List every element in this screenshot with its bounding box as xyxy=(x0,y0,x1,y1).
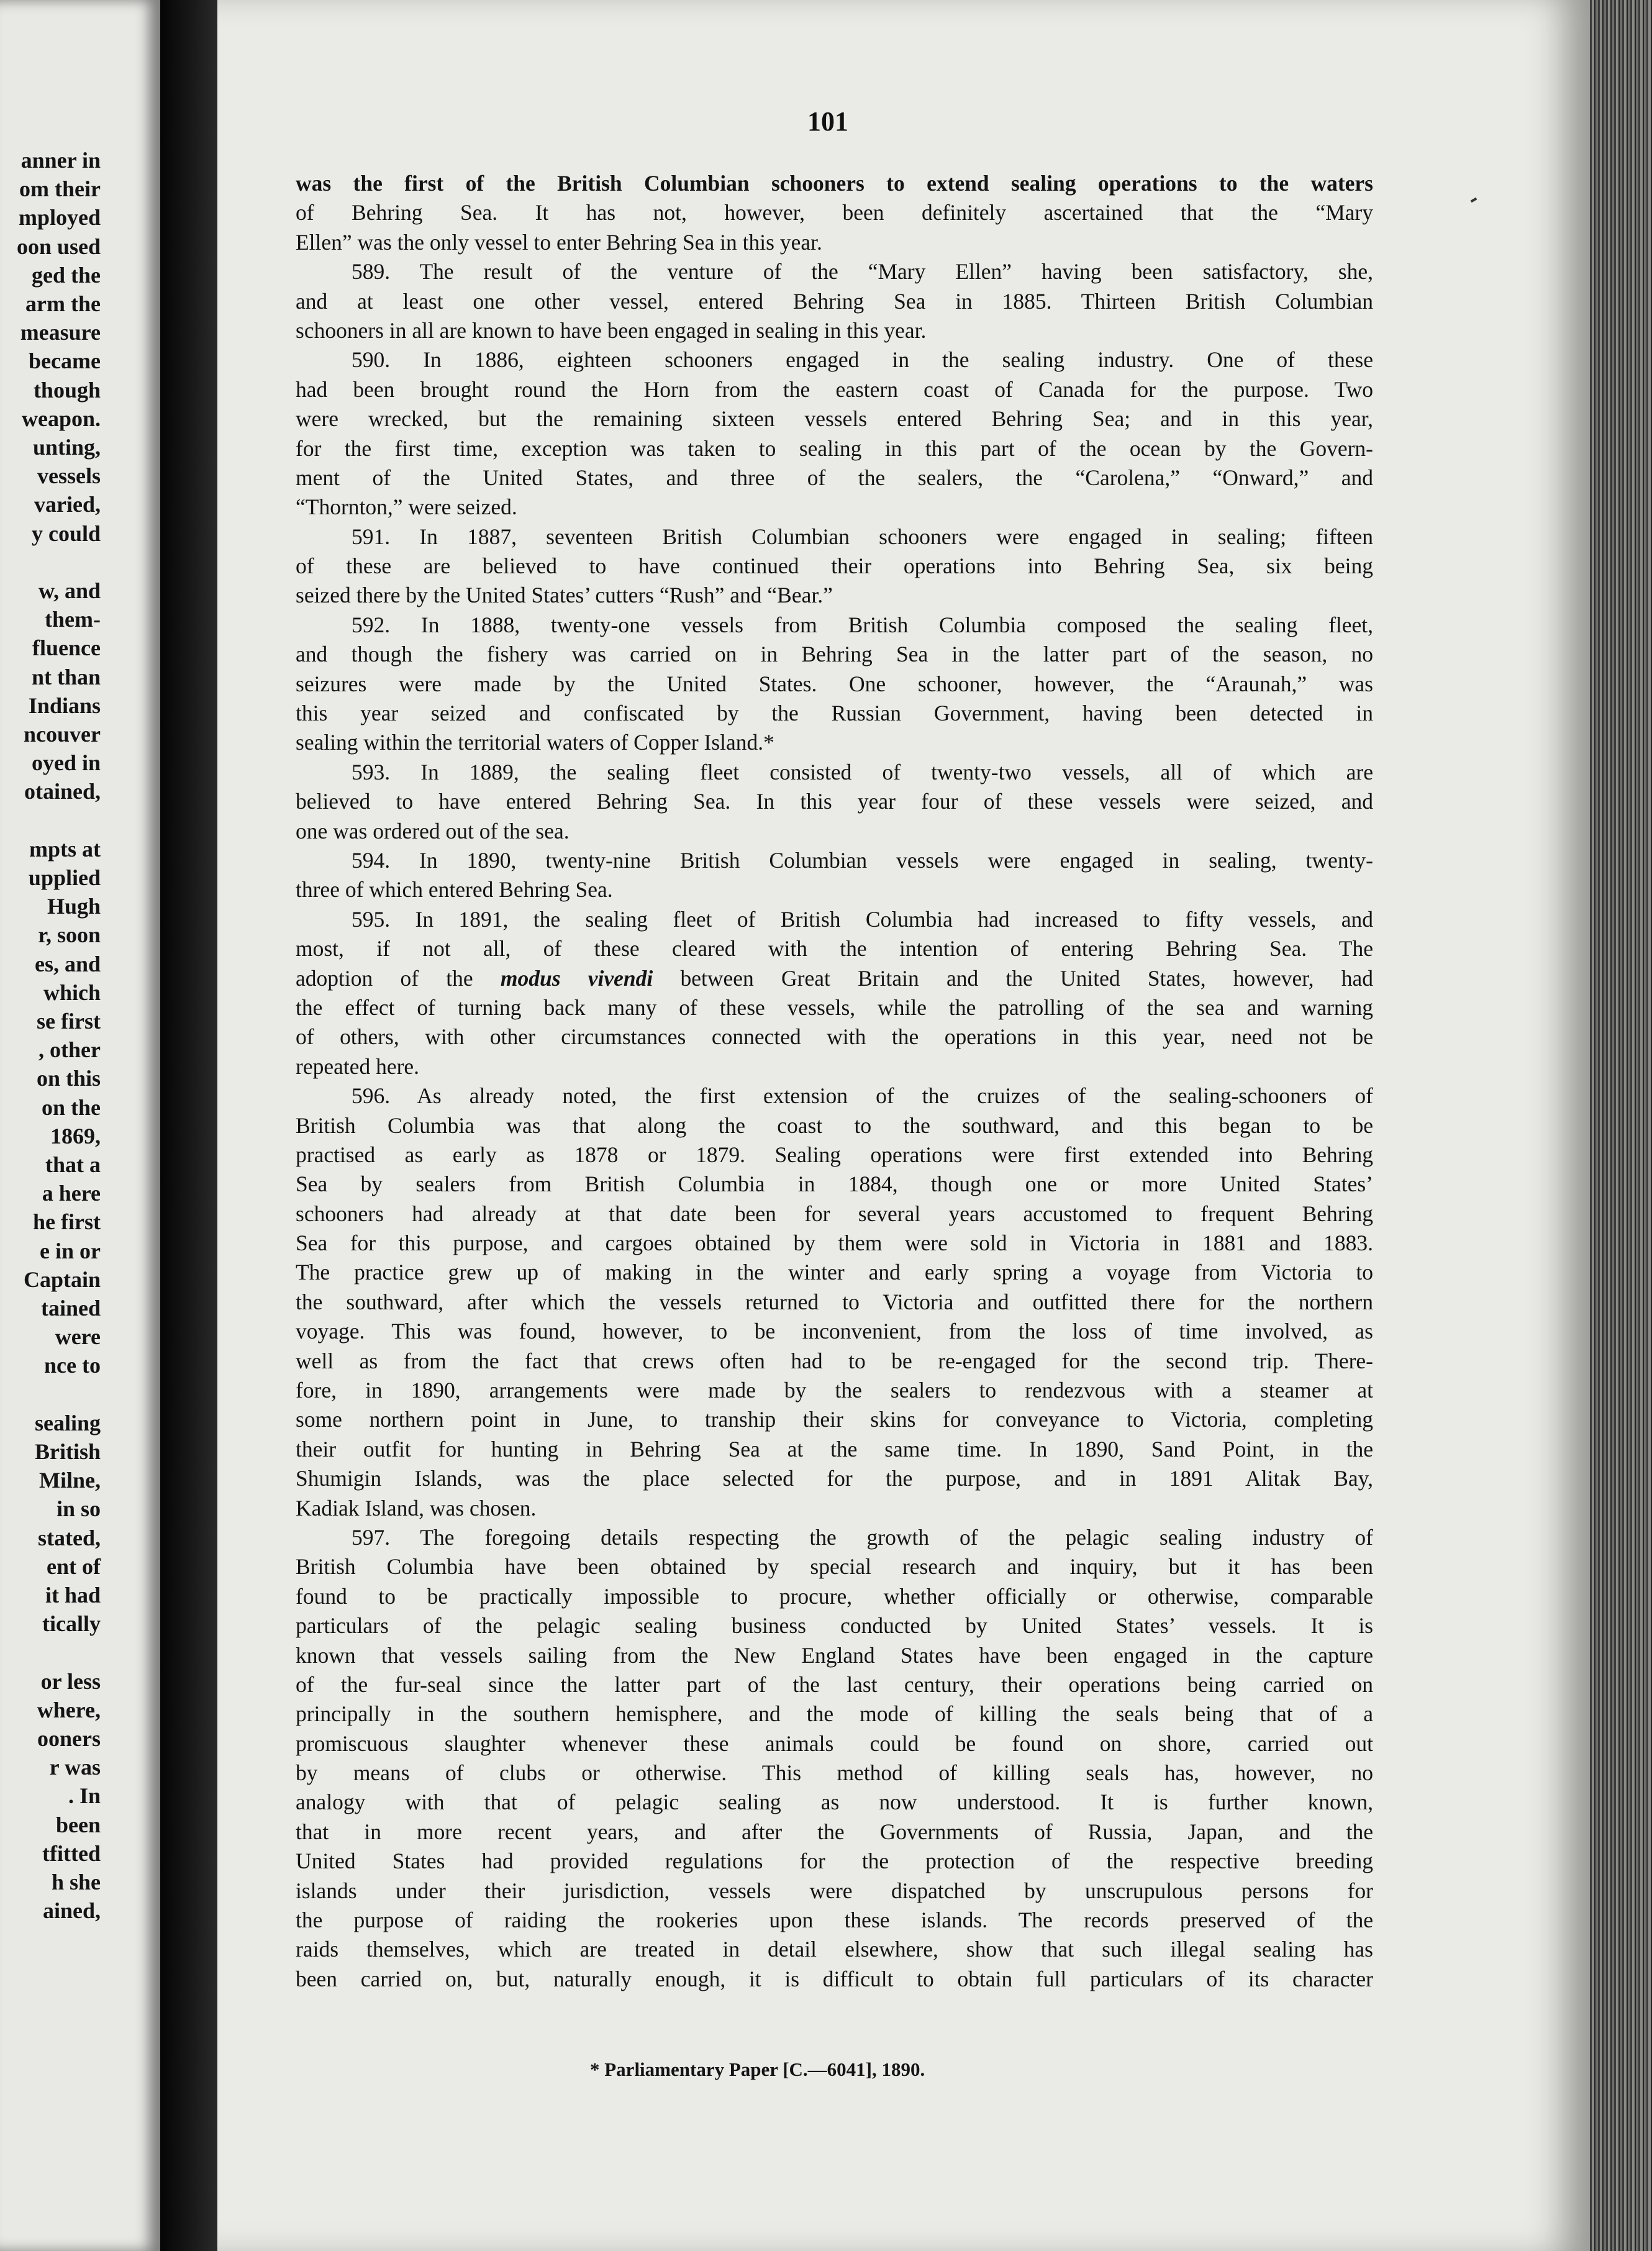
text-line: 591. In 1887, seventeen British Columbian schooners were engaged in sealing; fifteen xyxy=(352,524,1373,549)
facing-page-fragment: fluence xyxy=(32,635,101,661)
facing-page-fragment: vessels xyxy=(37,463,101,489)
facing-page-fragment: a here xyxy=(42,1181,101,1206)
facing-page-fragment: ent of xyxy=(47,1553,101,1579)
facing-page-fragment: tically xyxy=(42,1611,101,1637)
text-line: fore, in 1890, arrangements were made by the sealers to rendezvous with a steamer at xyxy=(296,1378,1373,1403)
text-line: Sea for this purpose, and cargoes obtained by them were sold in Victoria in 1881 and 1883. xyxy=(296,1230,1373,1256)
facing-page-fragment: anner in xyxy=(20,148,101,173)
facing-page-fragment: ged the xyxy=(32,262,101,288)
facing-page-fragment: or less xyxy=(40,1668,101,1694)
text-line: some northern point in June, to tranship their skins for conveyance to Victoria, completing xyxy=(296,1407,1373,1432)
text-line: voyage. This was found, however, to be inconvenient, from the loss of time involved, as xyxy=(296,1319,1373,1344)
facing-page-fragment: weapon. xyxy=(21,406,101,431)
facing-page-fragment: sealing xyxy=(34,1410,101,1435)
facing-page-fragment: unting, xyxy=(32,435,101,460)
text-line: The practice grew up of making in the winter and early spring a voyage from Victoria to xyxy=(296,1260,1373,1285)
page-edges xyxy=(1590,0,1652,2251)
text-line: 595. In 1891, the sealing fleet of British Columbia had increased to fifty vessels, and xyxy=(352,906,1373,932)
facing-page-fragment: upplied xyxy=(28,865,101,890)
text-line: sealing within the territorial waters of Copper Island.* xyxy=(296,730,774,755)
text-line: most, if not all, of these cleared with the intention of entering Behring Sea. The xyxy=(296,936,1373,962)
text-line: British Columbia was that along the coast to the southward, and this began to be xyxy=(296,1112,1373,1138)
text-line: Kadiak Island, was chosen. xyxy=(296,1495,537,1521)
facing-page-fragment: arm the xyxy=(25,291,101,316)
text-line: well as from the fact that crews often had to be re-engaged for the second trip. There- xyxy=(296,1348,1373,1373)
text-line: for the first time, exception was taken to sealing in this part of the ocean by the Govern- xyxy=(296,435,1373,461)
text-line: three of which entered Behring Sea. xyxy=(296,877,613,903)
facing-page-fragment: h she xyxy=(51,1870,101,1894)
facing-page-fragment: tfitted xyxy=(42,1840,101,1866)
facing-page-fragment: r, soon xyxy=(38,922,101,948)
facing-page-fragment: ncouver xyxy=(24,722,101,747)
text-line: ment of the United States, and three of the sealers, the “Carolena,” “Onward,” and xyxy=(296,465,1373,490)
text-line: seizures were made by the United States. One schooner, however, the “Araunah,” was xyxy=(296,671,1373,696)
text-line: that in more recent years, and after the Governments of Russia, Japan, and the xyxy=(296,1819,1373,1844)
text-line: found to be practically impossible to procure, whether officially or otherwise, comparable xyxy=(296,1583,1373,1609)
text-line: the southward, after which the vessels returned to Victoria and outfitted there for the northern xyxy=(296,1289,1373,1314)
facing-page-fragment: became xyxy=(29,348,101,374)
text-line: believed to have entered Behring Sea. In this year four of these vessels were seized, and xyxy=(296,789,1373,814)
text-line: their outfit for hunting in Behring Sea at the same time. In 1890, Sand Point, in the xyxy=(296,1436,1373,1462)
facing-page-fragment: , other xyxy=(39,1037,101,1063)
text-line: repeated here. xyxy=(296,1053,420,1079)
facing-page-fragment: 1869, xyxy=(50,1123,101,1148)
facing-page-fragment: stated, xyxy=(38,1525,101,1550)
text-line: this year seized and confiscated by the Russian Government, having been detected in xyxy=(296,701,1373,726)
text-line: “Thornton,” were seized. xyxy=(296,494,517,520)
facing-page-fragment: were xyxy=(55,1324,101,1350)
facing-page-fragment: oyed in xyxy=(31,750,101,776)
text-line: schooners had already at that date been for several years accustomed to frequent Behring xyxy=(296,1201,1373,1226)
text-line: the purpose of raiding the rookeries upon these islands. The records preserved of the xyxy=(296,1908,1373,1933)
facing-page-fragment: nce to xyxy=(44,1353,101,1378)
text-line: were wrecked, but the remaining sixteen vessels entered Behring Sea; and in this year, xyxy=(296,406,1373,432)
text-line: promiscuous slaughter whenever these animals could be found on shore, carried out xyxy=(296,1730,1373,1756)
text-line: and though the fishery was carried on in Behring Sea in the latter part of the season, no xyxy=(296,642,1373,667)
facing-page-fragment: e in or xyxy=(40,1238,101,1263)
facing-page-fragment: on this xyxy=(36,1066,101,1091)
facing-page-fragment: Hugh xyxy=(47,894,101,919)
facing-page-fragment: it had xyxy=(45,1583,101,1608)
text-line: 589. The result of the venture of the “Mary Ellen” having been satisfactory, she, xyxy=(352,259,1373,284)
text-line: particulars of the pelagic sealing business conducted by United States’ vessels. It is xyxy=(296,1613,1373,1639)
text-line: and at least one other vessel, entered Behring Sea in 1885. Thirteen British Columbian xyxy=(296,288,1373,314)
text-line: the effect of turning back many of these vessels, while the patrolling of the sea and warning xyxy=(296,994,1373,1020)
facing-page-fragment: r was xyxy=(49,1755,101,1780)
text-line: United States had provided regulations for the protection of the respective breeding xyxy=(296,1849,1373,1874)
text-line: raids themselves, which are treated in detail elsewhere, show that such illegal sealing has xyxy=(296,1937,1373,1962)
text-line: 596. As already noted, the first extension of the cruizes of the sealing-schooners of xyxy=(352,1083,1373,1109)
facing-page-fragment: mployed xyxy=(18,205,101,230)
text-line: British Columbia have been obtained by special research and inquiry, but it has been xyxy=(296,1554,1373,1580)
facing-page-fragment: mpts at xyxy=(29,836,101,862)
facing-page-fragment: ooners xyxy=(37,1726,101,1751)
text-line: been carried on, but, naturally enough, it is difficult to obtain full particulars of its character xyxy=(296,1966,1373,1991)
book-gutter xyxy=(160,0,217,2251)
text-line: had been brought round the Horn from the eastern coast of Canada for the purpose. Two xyxy=(296,376,1373,402)
text-line: of these are believed to have continued their operations into Behring Sea, six being xyxy=(296,553,1373,579)
facing-page xyxy=(0,0,160,2251)
facing-page-fragment: tained xyxy=(40,1296,101,1321)
facing-page-fragment: w, and xyxy=(38,578,101,603)
body-text xyxy=(296,169,1373,1994)
text-line: analogy with that of pelagic sealing as now understood. It is further known, xyxy=(296,1789,1373,1815)
text-line: adoption of the modus vivendi between Great Britain and the United States, however, had xyxy=(296,965,1373,991)
text-line: Ellen” was the only vessel to enter Behring Sea in this year. xyxy=(296,229,822,255)
text-line: known that vessels sailing from the New England States have been engaged in the capture xyxy=(296,1642,1373,1668)
text-line: islands under their jurisdiction, vessels were dispatched by unscrupulous persons for xyxy=(296,1878,1373,1903)
facing-page-fragment: though xyxy=(33,377,101,402)
facing-page-fragment: nt than xyxy=(31,664,101,689)
facing-page-fragment: es, and xyxy=(34,951,101,976)
facing-page-fragment: British xyxy=(34,1439,101,1464)
facing-page-fragment: otained, xyxy=(24,779,101,804)
text-line: schooners in all are known to have been engaged in sealing in this year. xyxy=(296,317,927,343)
text-line: Shumigin Islands, was the place selected for the purpose, and in 1891 Alitak Bay, xyxy=(296,1466,1373,1491)
footnote: * Parliamentary Paper [C.—6041], 1890. xyxy=(590,2058,925,2080)
text-line: principally in the southern hemisphere, and the mode of killing the seals being that of a xyxy=(296,1701,1373,1727)
facing-page-fragment: them- xyxy=(45,607,101,632)
text-line: of Behring Sea. It has not, however, been definitely ascertained that the “Mary xyxy=(296,200,1373,225)
text-line: 597. The foregoing details respecting the growth of the pelagic sealing industry of xyxy=(352,1524,1373,1550)
page-number: 101 xyxy=(807,106,848,137)
text-line: practised as early as 1878 or 1879. Sealing operations were first extended into Behring xyxy=(296,1142,1373,1167)
facing-page-fragment: Indians xyxy=(28,693,101,718)
facing-page-fragment: been xyxy=(56,1812,101,1837)
text-line: of the fur-seal since the latter part of the last century, their operations being carried on xyxy=(296,1671,1373,1697)
text-line: 593. In 1889, the sealing fleet consisted of twenty-two vessels, all of which are xyxy=(352,759,1373,784)
facing-page-fragment: y could xyxy=(31,521,101,546)
text-line: one was ordered out of the sea. xyxy=(296,818,570,844)
facing-page-fragment: ained, xyxy=(42,1898,101,1924)
facing-page-fragment: on the xyxy=(41,1094,101,1120)
facing-page-fragment: he first xyxy=(33,1209,101,1235)
text-line: seized there by the United States’ cutters “Rush” and “Bear.” xyxy=(296,583,833,608)
facing-page-fragment: oon used xyxy=(16,234,101,259)
facing-page-fragment: Captain xyxy=(23,1266,101,1292)
facing-page-fragment: that a xyxy=(45,1152,101,1177)
facing-page-fragment: measure xyxy=(20,320,101,345)
text-line: of others, with other circumstances connected with the operations in this year, need not be xyxy=(296,1024,1373,1050)
text-line: 590. In 1886, eighteen schooners engaged in the sealing industry. One of these xyxy=(352,347,1373,373)
text-line: was the first of the British Columbian schooners to extend sealing operations to the waters xyxy=(296,171,1373,196)
text-line: 592. In 1888, twenty-one vessels from British Columbia composed the sealing fleet, xyxy=(352,612,1373,637)
facing-page-fragment: which xyxy=(43,980,101,1005)
facing-page-fragment: varied, xyxy=(34,492,101,517)
text-line: 594. In 1890, twenty-nine British Columbian vessels were engaged in sealing, twenty- xyxy=(352,847,1373,873)
facing-page-fragment: where, xyxy=(37,1697,101,1722)
facing-page-fragment: . In xyxy=(68,1783,101,1809)
text-line: by means of clubs or otherwise. This method of killing seals has, however, no xyxy=(296,1760,1373,1786)
facing-page-fragment: in so xyxy=(56,1496,101,1522)
facing-page-fragment: Milne, xyxy=(39,1468,101,1493)
facing-page-fragment: se first xyxy=(37,1009,101,1034)
facing-page-fragment: om their xyxy=(19,176,101,202)
text-line: Sea by sealers from British Columbia in 1884, though one or more United States’ xyxy=(296,1171,1373,1197)
